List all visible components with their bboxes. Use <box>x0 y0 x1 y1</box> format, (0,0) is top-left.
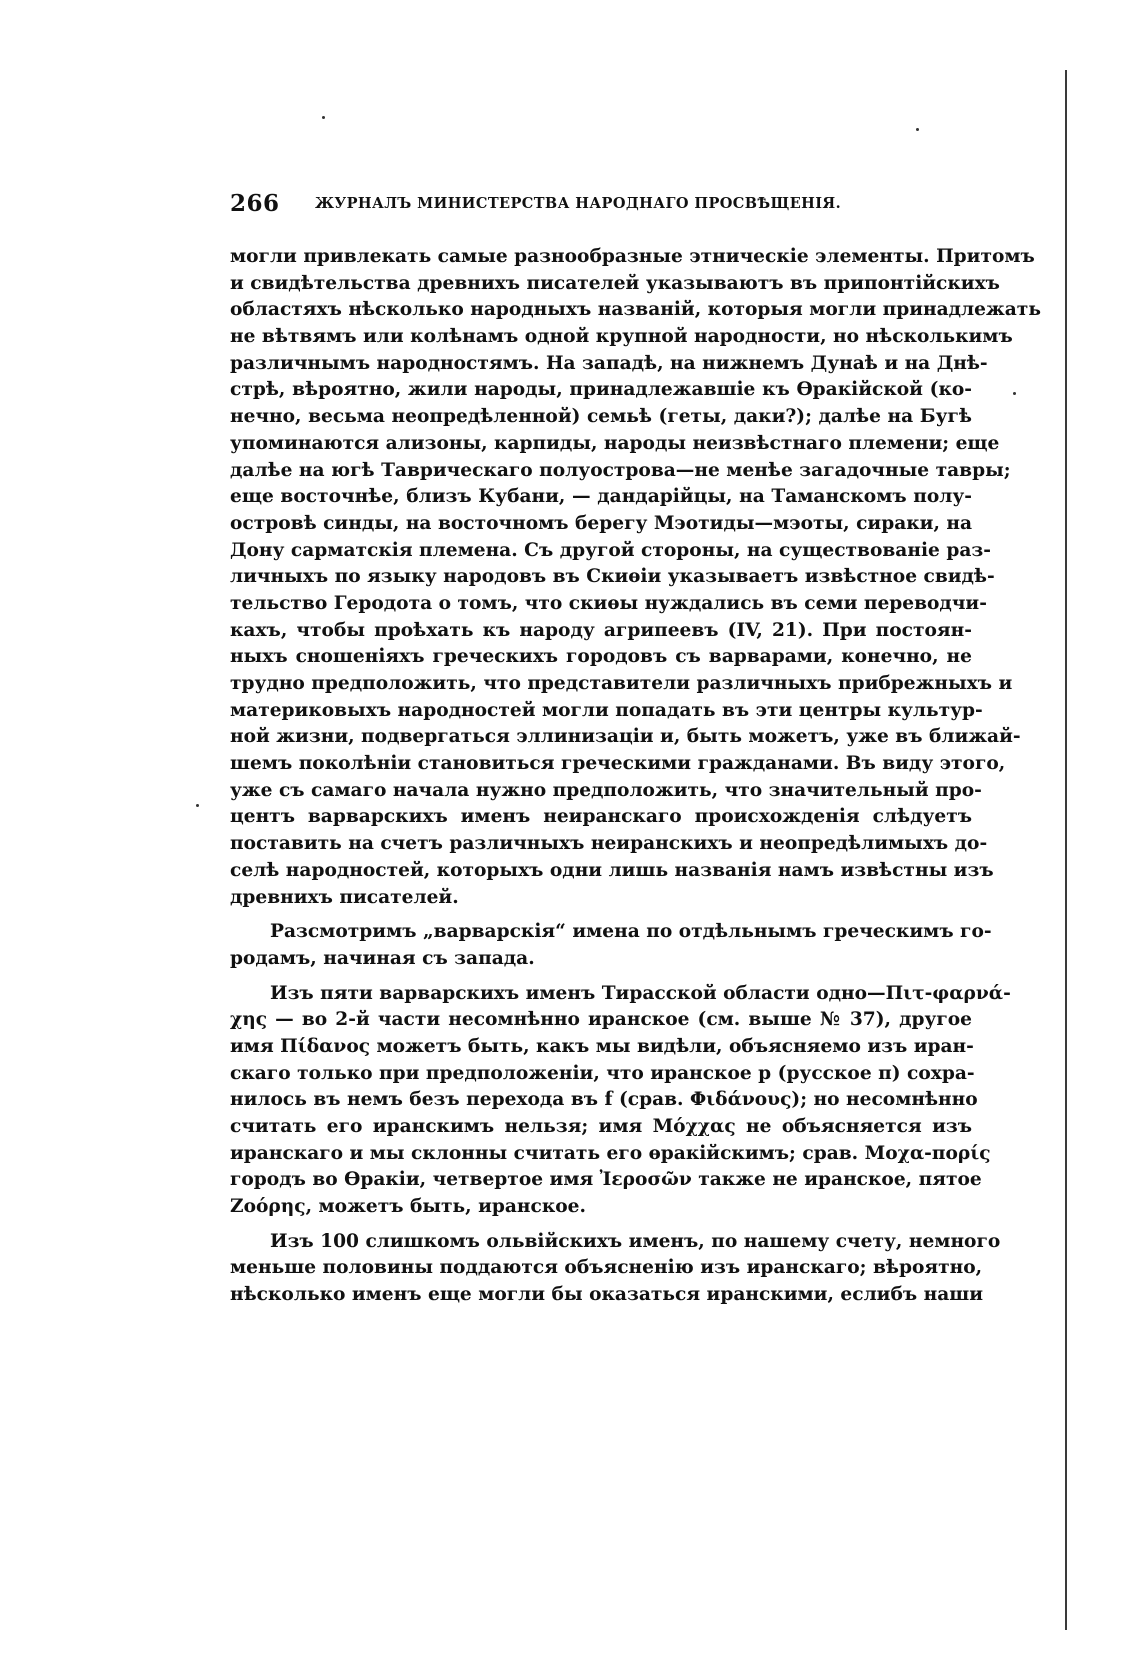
scan-speck <box>1013 392 1016 395</box>
text-line: кахъ, чтобы проѣхать къ народу агрипеевъ (IV, 21). При постоян- <box>230 619 972 641</box>
text-line: нечно, весьма неопредѣленной) семьѣ (геты, даки?); далѣе на Бугѣ <box>230 406 972 428</box>
text-line: далѣе на югѣ Таврическаго полуострова—не менѣе загадочные тавры; <box>230 459 1011 481</box>
page-edge-line <box>1065 70 1067 1630</box>
scan-speck <box>916 128 919 131</box>
text-line: скаго только при предположеніи, что иранское р (русское п) сохра- <box>230 1062 975 1084</box>
text-line: не вѣтвямъ или колѣнамъ одной крупной народности, но нѣсколькимъ <box>230 326 1013 348</box>
text-line: нѣсколько именъ еще могли бы оказаться иранскими, еслибъ наши <box>230 1284 984 1306</box>
text-line: и свидѣтельства древнихъ писателей указываютъ въ припонтійскихъ <box>230 272 1000 294</box>
text-line: ной жизни, подвергаться эллинизаціи и, быть можетъ, уже въ ближай- <box>230 726 1021 748</box>
page-header <box>230 190 870 224</box>
paragraph <box>230 919 992 972</box>
text-line: считать его иранскимъ нельзя; имя Μόχχας не объясняется изъ <box>230 1116 972 1137</box>
text-line: могли привлекать самые разнообразные этническіе элементы. Притомъ <box>230 246 1035 267</box>
text-line: областяхъ нѣсколько народныхъ названій, которыя могли принадлежать <box>230 299 1041 321</box>
running-title: ЖУРНАЛЪ МИНИСТЕРСТВА НАРОДНАГО ПРОСВѢЩЕНІЯ. <box>315 195 842 212</box>
paragraph <box>230 981 1011 1221</box>
text-line: стрѣ, вѣроятно, жили народы, принадлежавшіе къ Ѳракійской (ко- <box>230 379 972 401</box>
text-line: χης — во 2-й части несомнѣнно иранское (см. выше № 37), другое <box>230 1009 972 1031</box>
text-line: селѣ народностей, которыхъ одни лишь названія намъ извѣстны изъ <box>230 859 994 881</box>
text-line: центъ варварскихъ именъ неиранскаго происхожденія слѣдуетъ <box>230 806 972 828</box>
text-line: Изъ 100 слишкомъ ольвійскихъ именъ, по нашему счету, немного <box>270 1230 1001 1252</box>
text-line: трудно предположить, что представители различныхъ прибрежныхъ и <box>230 673 1013 694</box>
paragraph-gap <box>230 973 972 981</box>
text-line: упоминаются ализоны, карпиды, народы неизвѣстнаго племени; еще <box>230 432 1000 454</box>
paragraph <box>230 244 1041 911</box>
text-line: личныхъ по языку народовъ въ Скиѳіи указываетъ извѣстное свидѣ- <box>230 566 995 588</box>
page-number: 266 <box>230 190 280 217</box>
text-line: тельство Геродота о томъ, что скиѳы нуждались въ семи переводчи- <box>230 592 987 614</box>
text-line: городъ во Ѳракіи, четвертое имя Ἰεροσῶν также не иранское, пятое <box>230 1169 982 1191</box>
text-line: различнымъ народностямъ. На западѣ, на нижнемъ Дунаѣ и на Днѣ- <box>230 352 988 374</box>
paragraph-gap <box>230 911 972 919</box>
scan-speck <box>322 116 325 119</box>
text-line: Дону сарматскія племена. Съ другой стороны, на существованіе раз- <box>230 539 991 561</box>
paragraph <box>230 1229 1001 1309</box>
text-line: уже съ самаго начала нужно предположить, что значительный про- <box>230 779 982 801</box>
text-line: древнихъ писателей. <box>230 886 459 908</box>
page-body <box>230 244 1041 1309</box>
scan-speck <box>196 804 199 807</box>
text-line: Ζοόρης, можетъ быть, иранское. <box>230 1196 586 1218</box>
text-line: родамъ, начиная съ запада. <box>230 947 535 969</box>
text-line: Разсмотримъ „варварскія“ имена по отдѣльнымъ греческимъ го- <box>270 921 992 943</box>
text-line: еще восточнѣе, близъ Кубани, — дандарійцы, на Таманскомъ полу- <box>230 486 972 508</box>
text-line: иранскаго и мы склонны считать его ѳракійскимъ; срав. Μοχα-πορίς <box>230 1142 991 1164</box>
text-line: меньше половины поддаются объясненію изъ иранскаго; вѣроятно, <box>230 1257 983 1279</box>
text-line: Изъ пяти варварскихъ именъ Тирасской области одно—Πιτ-φαρνά- <box>270 982 1011 1004</box>
text-line: нилось въ немъ безъ перехода въ f (срав. Φιδάνους); но несомнѣнно <box>230 1089 978 1111</box>
text-line: ныхъ сношеніяхъ греческихъ городовъ съ варварами, конечно, не <box>230 646 972 668</box>
text-line: островѣ синды, на восточномъ берегу Мэотиды—мэоты, сираки, на <box>230 512 973 534</box>
text-line: имя Πίδανος можетъ быть, какъ мы видѣли, объясняемо изъ иран- <box>230 1035 974 1057</box>
text-line: поставить на счетъ различныхъ неиранскихъ и неопредѣлимыхъ до- <box>230 833 988 855</box>
text-line: материковыхъ народностей могли попадать въ эти центры культур- <box>230 699 983 721</box>
text-line: шемъ поколѣніи становиться греческими гражданами. Въ виду этого, <box>230 753 1006 775</box>
paragraph-gap <box>230 1221 972 1229</box>
